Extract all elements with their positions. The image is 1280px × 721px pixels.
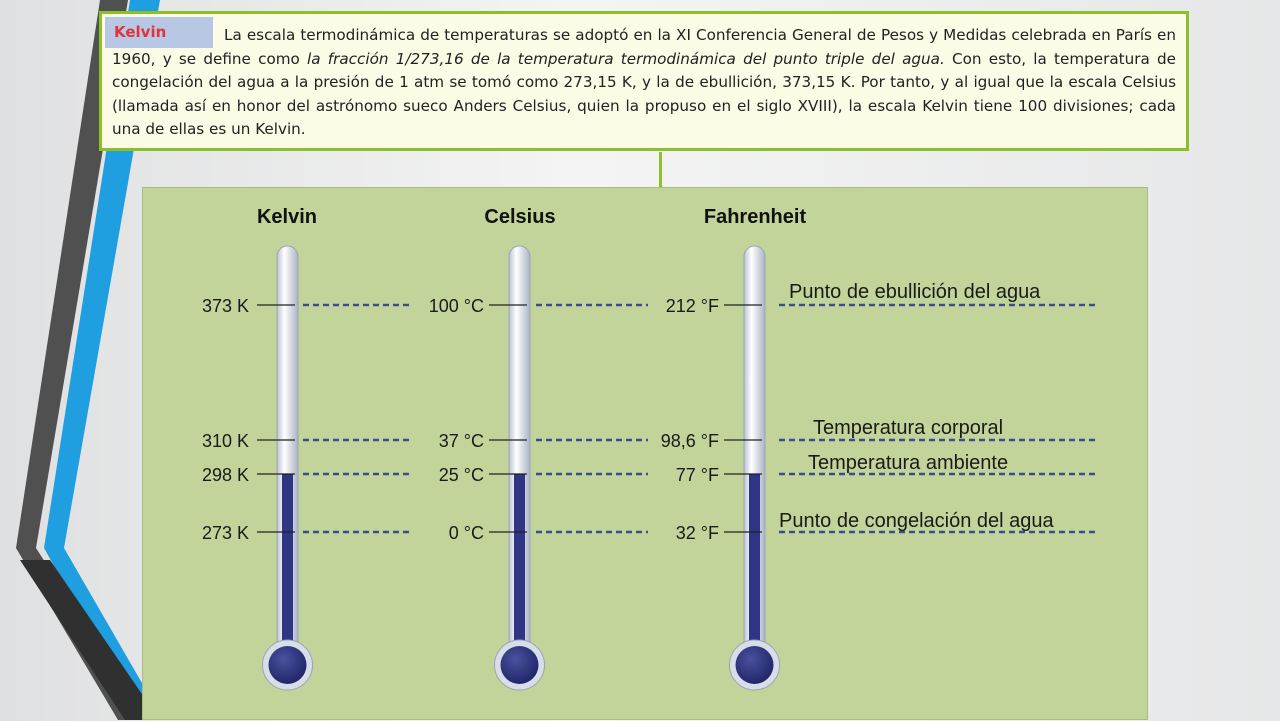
level-boiling bbox=[202, 281, 1099, 316]
level-body-kelvin: 310 K bbox=[201, 431, 249, 451]
connector-line bbox=[659, 152, 662, 188]
level-boiling-name: Punto de ebullición del agua bbox=[789, 281, 1041, 303]
info-text-b: Con esto, la temperatura de congelación del agua a la presión de 1 atm se tomó como 273,15 K, y la de ebullición, 373,15 K. Por tanto, y al igual que la escala Celsius (llamada así en honor del astrónomo sueco Anders Celsius, quien la propuso en el siglo XVIII), la escala Kelvin tiene 100 divisiones; cada una de ellas es un Kelvin. bbox=[112, 49, 1176, 138]
thermometer-celsius-bulb bbox=[501, 646, 539, 684]
level-room-kelvin: 298 K bbox=[201, 465, 249, 485]
level-boiling-kelvin: 373 K bbox=[201, 296, 249, 316]
level-room-name: Temperatura ambiente bbox=[808, 452, 1009, 474]
level-body bbox=[202, 417, 1099, 451]
thermometer-kelvin-bulb bbox=[269, 646, 307, 684]
info-textbox bbox=[99, 11, 1189, 151]
level-body-fahrenheit: 98,6 °F bbox=[660, 431, 719, 451]
level-boiling-celsius: 100 °C bbox=[428, 296, 484, 316]
info-paragraph bbox=[112, 24, 1176, 142]
thermometer-diagram bbox=[142, 187, 1148, 720]
header-kelvin: Kelvin bbox=[256, 206, 318, 228]
thermometer-kelvin-mercury bbox=[282, 474, 293, 660]
info-text-italic: la fracción 1/273,16 de la temperatura termodinámica del punto triple del agua. bbox=[307, 49, 945, 68]
level-freezing-kelvin: 273 K bbox=[201, 523, 249, 543]
thermometer-fahrenheit-mercury bbox=[749, 474, 760, 660]
thermometer-fahrenheit bbox=[730, 246, 780, 690]
level-room-fahrenheit: 77 °F bbox=[675, 465, 719, 485]
level-boiling-fahrenheit: 212 °F bbox=[665, 296, 719, 316]
level-room bbox=[202, 452, 1099, 485]
thermometer-celsius bbox=[495, 246, 545, 690]
thermometer-kelvin bbox=[263, 246, 313, 690]
level-freezing-fahrenheit: 32 °F bbox=[675, 523, 719, 543]
level-body-name: Temperatura corporal bbox=[813, 417, 1004, 439]
level-room-celsius: 25 °C bbox=[438, 465, 484, 485]
level-freezing-name: Punto de congelación del agua bbox=[779, 510, 1054, 532]
level-freezing bbox=[202, 510, 1099, 543]
level-freezing-celsius: 0 °C bbox=[448, 523, 484, 543]
header-celsius: Celsius bbox=[484, 206, 556, 228]
info-text-a: La escala termodinámica de temperaturas se adoptó en la XI Conferencia General de Pesos y Medidas celebrada en París en 1960, y se define como bbox=[112, 26, 1176, 68]
thermometer-svg bbox=[143, 188, 1149, 721]
header-fahrenheit: Fahrenheit bbox=[703, 206, 807, 228]
level-body-celsius: 37 °C bbox=[438, 431, 484, 451]
thermometer-fahrenheit-bulb bbox=[736, 646, 774, 684]
kelvin-tag: Kelvin bbox=[105, 17, 213, 48]
thermometer-celsius-mercury bbox=[514, 474, 525, 660]
